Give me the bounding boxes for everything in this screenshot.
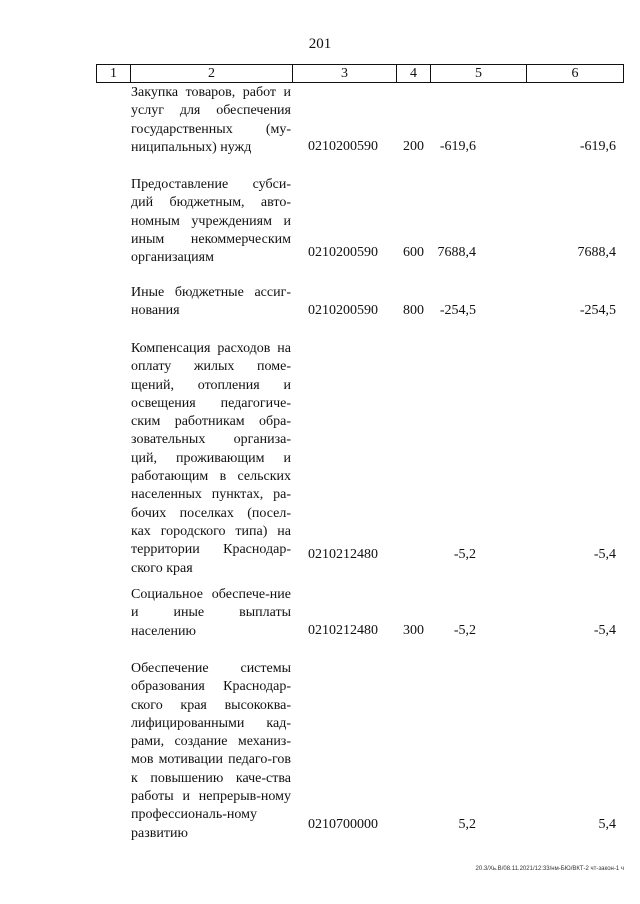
row-value-6: 7688,4 [577,244,616,260]
row-kvr: 300 [403,622,424,638]
column-header-5: 5 [431,65,527,82]
row-code: 0210212480 [308,546,378,562]
row-name: Компенсация расходов на оплату жилых поме-щений, отопления и освещения педагогиче-ским работникам обра-зовательных организа-ций, проживающим и работающим в сельских населенных пунктах, ра-бочих поселках (посел-ках городского типа) на территории Краснодар-ского края [131,341,291,576]
row-value-6: -5,4 [593,622,616,638]
column-header-1: 1 [97,65,131,82]
table-row [0,84,640,156]
row-code: 0210700000 [308,816,378,832]
table-header-row [96,64,624,83]
column-header-3: 3 [293,65,397,82]
row-value-6: -5,4 [593,546,616,562]
row-value-5: -254,5 [439,302,476,318]
row-code: 0210212480 [308,622,378,638]
column-header-2: 2 [131,65,293,82]
row-name: Социальное обеспече-ние и иные выплаты населению [131,587,291,639]
row-kvr: 800 [403,302,424,318]
row-value-5: 5,2 [458,816,476,832]
column-header-6: 6 [571,66,579,81]
row-name: Предоставление субси-дий бюджетным, авто-номным учреждениям и иным некоммерческим организациям [131,177,291,266]
row-code: 0210200590 [308,244,378,260]
column-header-4: 4 [397,65,431,82]
row-value-5: -5,2 [453,546,476,562]
row-value-6: -619,6 [579,138,616,154]
row-name: Иные бюджетные ассиг-нования [131,285,291,319]
row-value-6: -254,5 [579,302,616,318]
table-row [0,284,640,320]
row-value-5: -619,6 [439,138,476,154]
row-kvr: 200 [403,138,424,154]
table-row [0,176,640,266]
row-code: 0210200590 [308,138,378,154]
page-number: 201 [308,36,332,52]
row-value-6: 5,4 [598,816,616,832]
row-code: 0210200590 [308,302,378,318]
row-kvr: 600 [403,244,424,260]
table-row [0,340,640,576]
row-name: Закупка товаров, работ и услуг для обеспечения государственных (му-ниципальных) нужд [131,85,291,155]
footer-document-code: 20.3/Хь.В/08.11.2021/12:33/нм-БЮ/ВКТ-2 чт-закон-1 ч [475,866,624,872]
table-row [0,660,640,841]
table-row [0,586,640,640]
row-value-5: 7688,4 [437,244,476,260]
row-value-5: -5,2 [453,622,476,638]
row-name: Обеспечение системы образования Краснодар-ского края высококва-лифицированными кад-рами, создание механиз-мов мотивации педаго-гов к повышению каче-ства работы и непрерыв-ному профессиональ-ному развитию [131,661,291,841]
